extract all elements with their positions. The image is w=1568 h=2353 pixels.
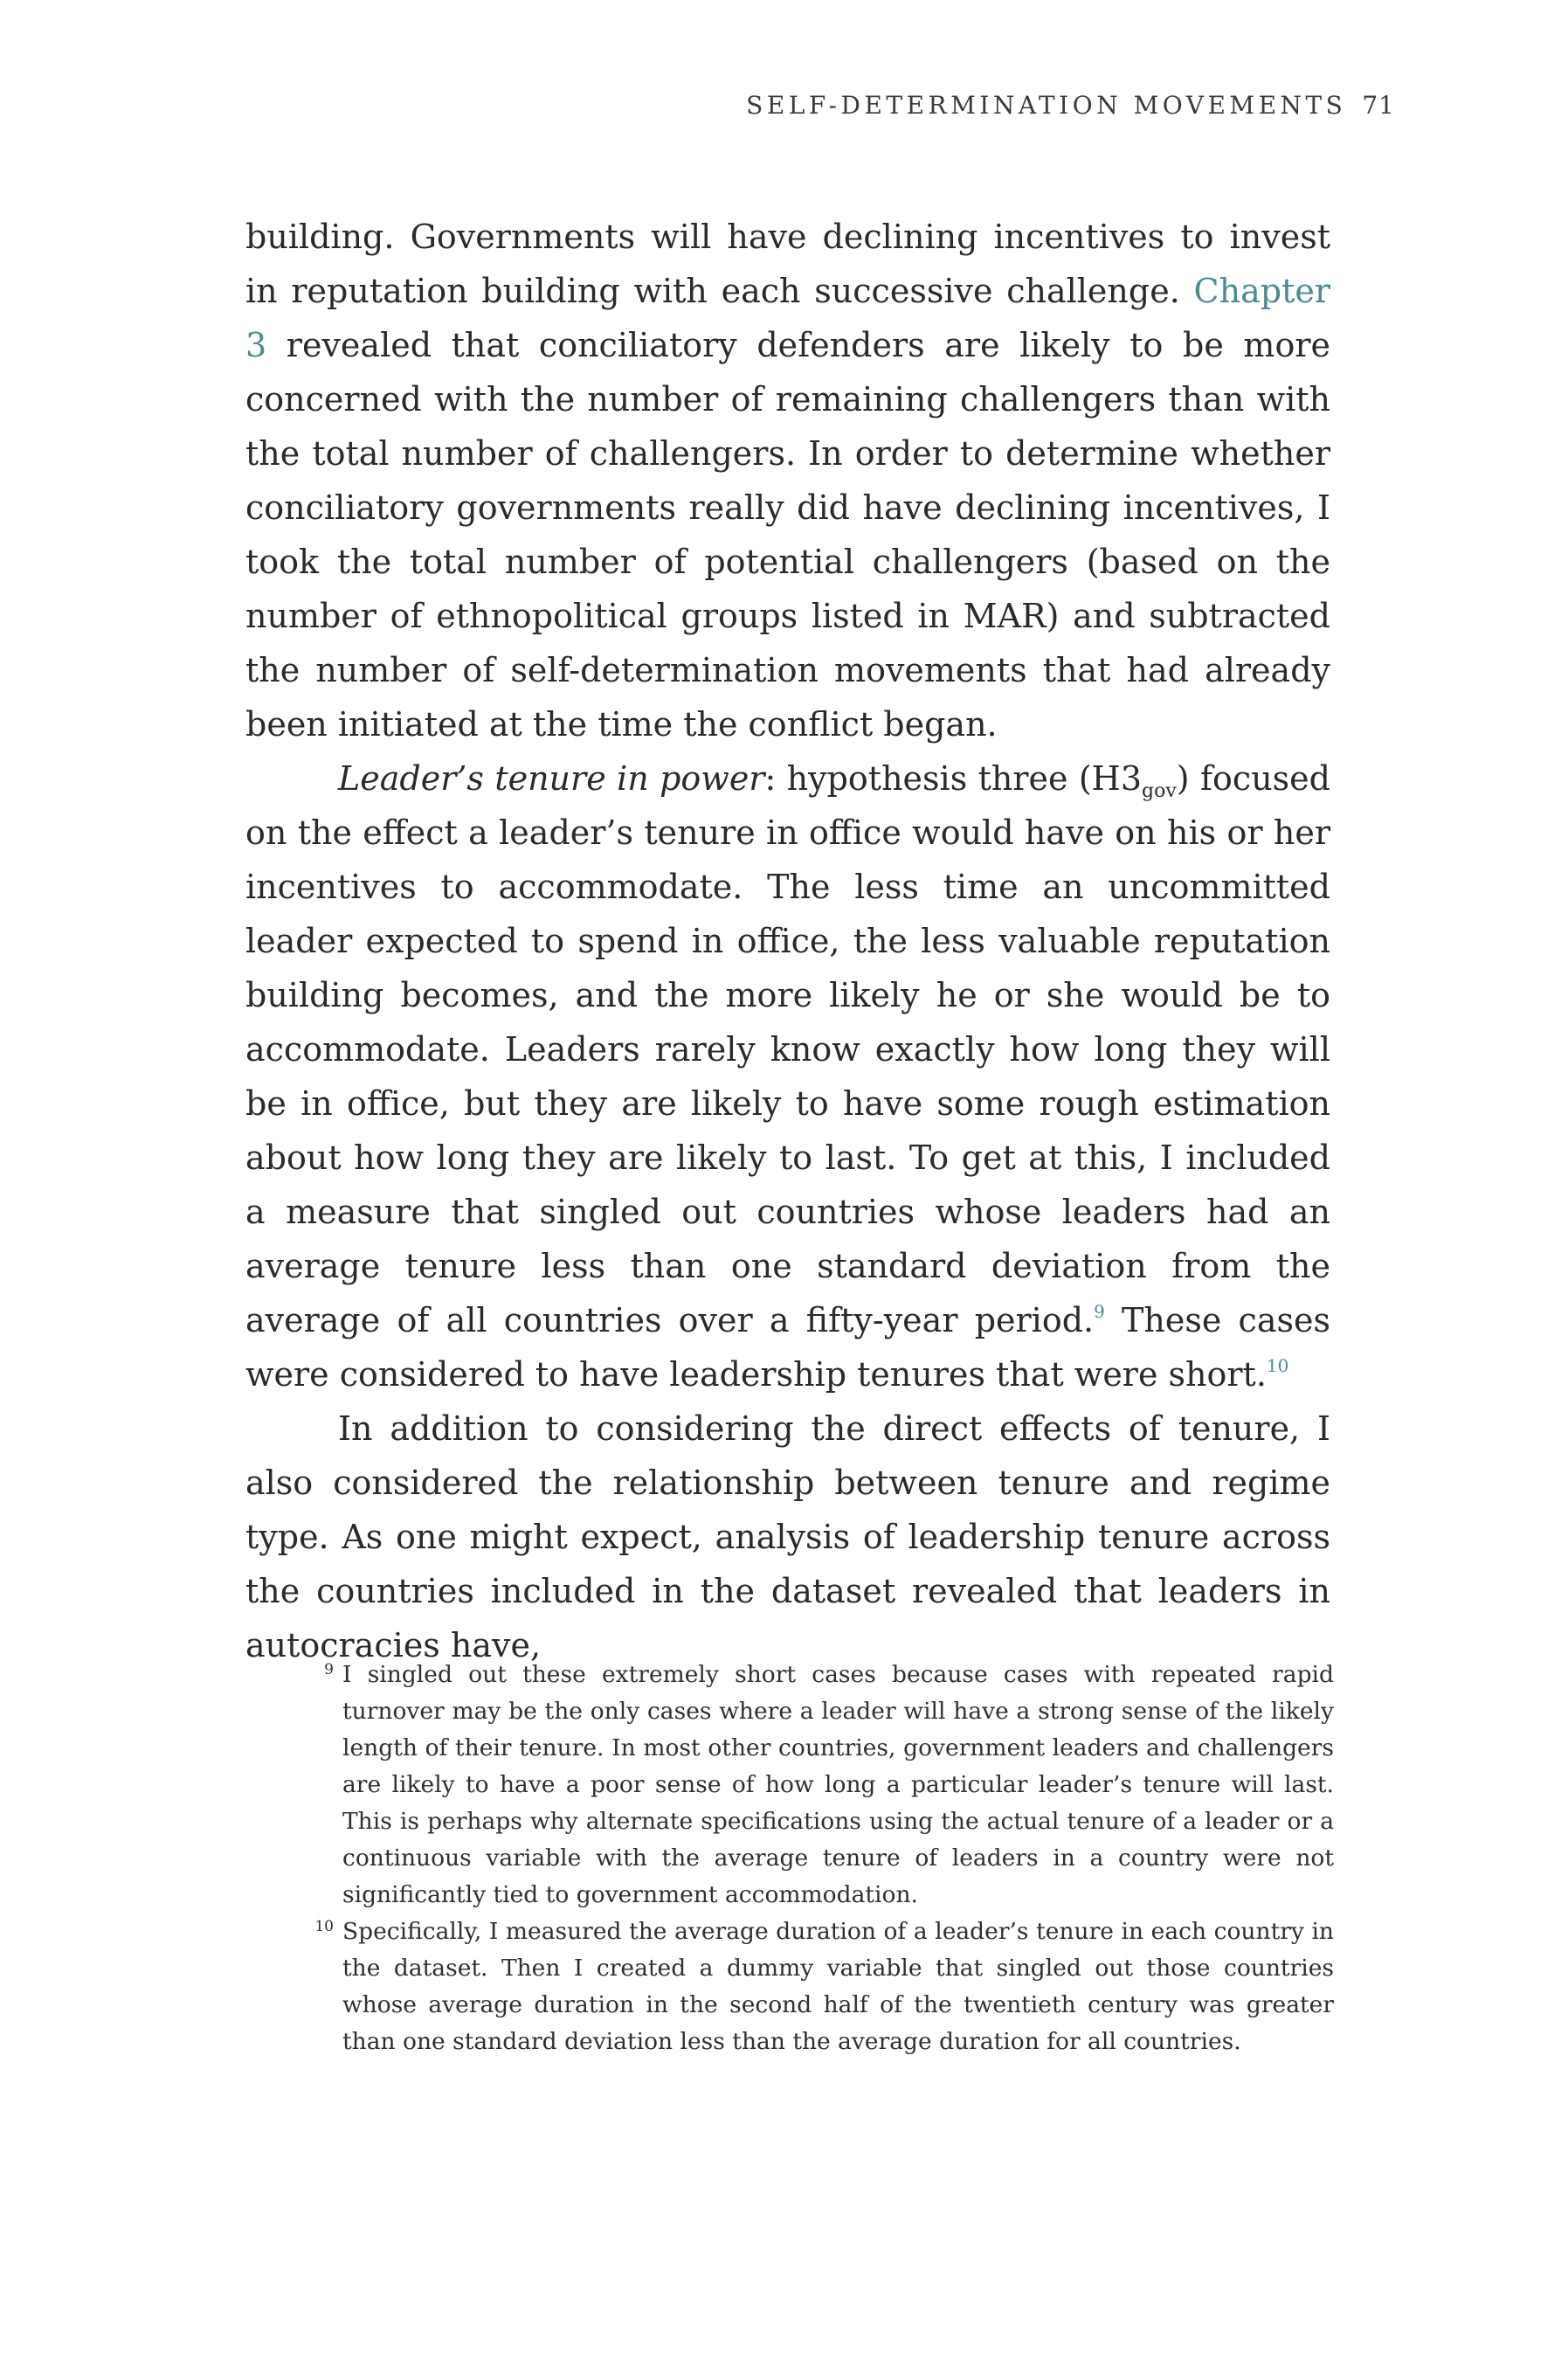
paragraph-2-hyp-intro: : hypothesis three (H3 <box>764 759 1142 798</box>
footnote-9-number: 9 <box>324 1661 334 1678</box>
running-title: SELF-DETERMINATION MOVEMENTS <box>746 91 1347 120</box>
footnote-10-text: Specifically, I measured the average duration of a leader’s tenure in each country in the dataset. Then I created a dummy variable that singled out those countries whose average duration in the second half of the twentieth century was greater than one standard deviation less than the average duration for all countries. <box>342 1918 1334 2055</box>
body-text <box>245 210 1330 1672</box>
paragraph-2 <box>245 751 1330 1401</box>
page-number: 71 <box>1362 91 1395 120</box>
footnote-10 <box>314 1914 1334 2060</box>
paragraph-1-text-b: revealed that conciliatory defenders are likely to be more concerned with the number of remaining challengers than with the total number of challengers. In order to determine whether conciliatory governments really did have declining incentives, I took the total number of potential challengers (based on the number of ethnopolitical groups listed in MAR) and subtracted the number of self-determination movements that had already been initiated at the time the conflict began. <box>245 326 1330 744</box>
paragraph-3: In addition to considering the direct effects of tenure, I also considered the relationship between tenure and regime type. As one might expect, analysis of leadership tenure across the countries included in the dataset revealed that leaders in autocracies have, <box>245 1409 1330 1664</box>
footnote-9 <box>324 1657 1334 1914</box>
running-head <box>746 91 1395 120</box>
chapter-3-link[interactable]: Chapter 3 <box>245 272 1330 364</box>
paragraph-2-text-a: ) focused on the effect a leader’s tenure in office would have on his or her incentives to accommodate. The less time an uncommitted leader expected to spend in office, the less valuable reputation building becomes, and the more likely he or she would be to accommodate. Leaders rarely know exactly how long they will be in office, but they are likely to have some rough estimation about how long they are likely to last. To get at this, I included a measure that singled out countries whose leaders had an average tenure less than one standard deviation from the average of all countries over a fifty-year period. <box>245 759 1330 1339</box>
footnotes <box>314 1657 1334 2060</box>
paragraph-2-lead: Leader’s tenure in power <box>338 759 765 798</box>
footnote-10-number: 10 <box>314 1918 334 1935</box>
footnote-ref-9[interactable]: 9 <box>1094 1301 1105 1322</box>
footnote-ref-10[interactable]: 10 <box>1266 1355 1289 1376</box>
paragraph-2-text-b: These cases were considered to have leadership tenures that were short. <box>245 1301 1330 1394</box>
paragraph-1 <box>245 210 1330 751</box>
footnote-9-text: I singled out these extremely short cases because cases with repeated rapid turnover may be the only cases where a leader will have a strong sense of the likely length of their tenure. In most other countries, government leaders and challengers are likely to have a poor sense of how long a particular leader’s tenure will last. This is perhaps why alternate specifications using the actual tenure of a leader or a continuous variable with the average tenure of leaders in a country were not significantly tied to government accommodation. <box>342 1661 1334 1908</box>
paragraph-1-text-a: building. Governments will have declining incentives to invest in reputation building with each successive challenge. <box>245 218 1330 310</box>
hypothesis-subscript: gov <box>1142 780 1177 802</box>
